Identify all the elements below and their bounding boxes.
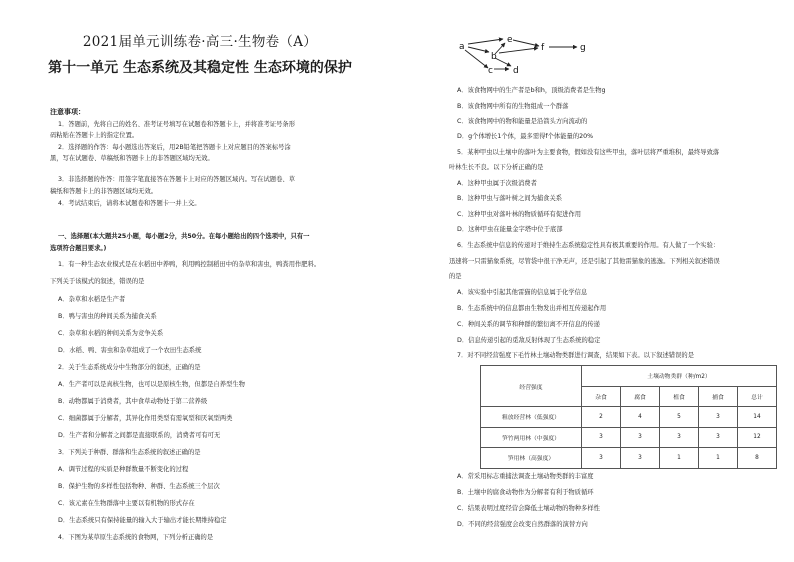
notice-line: 4．考试结束后，请将本试题卷和答题卡一并上交。 — [58, 200, 201, 207]
option-text: B．鸭与害虫的种间关系为捕食关系 — [58, 313, 157, 320]
node-g: g — [580, 43, 586, 53]
option-text: C．杂草和水稻的种间关系为竞争关系 — [58, 330, 164, 337]
table-cell: 5 — [660, 407, 699, 428]
notice-heading: 注意事项： — [50, 107, 85, 116]
question-text: 叶林生长不良。以下分析正确的是 — [449, 164, 544, 171]
table-group-header: 土壤动物类群（种/m2） — [582, 366, 777, 387]
survey-table — [480, 365, 777, 469]
table-cell: 1 — [660, 448, 699, 469]
unit-title: 第十一单元 生态系统及其稳定性 生态环境的保护 — [48, 60, 352, 76]
option-text: C．这种甲虫对落叶林的物质循环有促进作用 — [457, 211, 582, 218]
option-text: C．该元素在生物群落中主要以有机物的形式存在 — [58, 500, 195, 507]
section-heading-cont: 选项符合题目要求。) — [50, 245, 107, 252]
question-text: 2．关于生态系统成分中生物部分的叙述，正确的是 — [58, 364, 201, 371]
option-text: B．土壤中的腐食动物作为分解者有利于物质循环 — [457, 489, 594, 496]
notice-line: 2．选择题的作答：每小题选出答案后，用2B铅笔把答题卡上对应题目的答案标号涂 — [58, 144, 291, 151]
option-text: C．种间关系的调节和种群的繁衍离不开信息的传递 — [457, 321, 600, 328]
table-cell: 3 — [621, 427, 660, 448]
option-text: D．生产者和分解者之间都是直接联系的，消费者可有可无 — [58, 432, 221, 439]
table-cell: 2 — [582, 407, 621, 428]
question-text: 6．生态系统中信息的传递对于维持生态系统稳定性具有极其重要的作用。有人做了一个实验： — [457, 242, 720, 249]
row-label: 粗放经营林（低强度） — [481, 407, 582, 428]
option-text: A．杂草和水稻是生产者 — [58, 296, 126, 303]
node-a: a — [459, 42, 465, 52]
option-text: C．结果表明过度经营会降低土壤动物的物种多样性 — [457, 505, 600, 512]
table-cell: 4 — [621, 407, 660, 428]
option-text: A．该实验中引起其他雷猫的信息属于化学信息 — [457, 289, 588, 296]
notice-line: 黑，写在试题卷、草稿纸和答题卡上的非答题区域均无效。 — [50, 155, 214, 162]
option-text: A．生产者可以是真核生物，也可以是原核生物，但都是自养型生物 — [58, 381, 245, 388]
table-col-header: 植食 — [660, 386, 699, 407]
option-text: B．动物都属于消费者，其中食草动物处于第二营养级 — [58, 398, 208, 405]
table-cell: 3 — [699, 407, 738, 428]
table-col-header: 腐食 — [621, 386, 660, 407]
table-row — [481, 448, 777, 469]
question-text: 5．某种甲虫以土壤中的落叶为主要食物，假如没有这些甲虫，落叶层将严重堆积，最终导致落 — [457, 149, 720, 156]
option-text: D．这种甲虫在能量金字塔中位于底部 — [457, 226, 563, 233]
table-cell: 3 — [582, 448, 621, 469]
table-row — [481, 407, 777, 428]
notice-line: 3．非选择题的作答：用签字笔直接答在答题卡上对应的答题区域内。写在试题卷、草 — [58, 176, 295, 183]
option-text: D．g个体增长1个体，最多需得f个体能量的20% — [457, 133, 594, 140]
row-label: 笋用林（高强度） — [481, 448, 582, 469]
option-text: B．这种甲虫与落叶树之间为捕食关系 — [457, 195, 563, 202]
option-text: A．调节过程的实质是种群数量不断变化的过程 — [58, 466, 189, 473]
table-cell: 14 — [738, 407, 777, 428]
option-text: B．生态系统中的信息都由生物发出并相互传递起作用 — [457, 305, 607, 312]
option-text: A．常采用标志重捕法调查土壤动物类群的丰富度 — [457, 473, 594, 480]
table-cell: 3 — [582, 427, 621, 448]
question-text: 迅速将一只雷猫象系统，尽管袋中很干净无声，还是引起了其他雷猫象的逃逸。下列相关叙述错误 — [449, 258, 720, 265]
section-heading: 一、选择题(本大题共25小题，每小题2分，共50分。在每小题给出的四个选项中，只有一 — [58, 233, 310, 240]
node-b: b — [491, 52, 497, 62]
question-text: 4．下图为某草原生态系统的食物网，下列分析正确的是 — [58, 534, 214, 541]
option-text: D．不同的经营强度会改变自然群落的演替方向 — [457, 521, 588, 528]
table-row — [481, 427, 777, 448]
node-c: c — [488, 66, 493, 76]
question-text: 3．下列关于种群、群落和生态系统的叙述正确的是 — [58, 449, 201, 456]
option-text: A．该食物网中的生产者是b和h，顶级消费者是生物g — [457, 87, 606, 94]
option-text: D．水稻、鸭、害虫和杂草组成了一个农田生态系统 — [58, 347, 202, 354]
question-text: 下列关于该模式的叙述，错误的是 — [50, 278, 145, 285]
node-d: d — [513, 66, 519, 76]
table-cell: 12 — [738, 427, 777, 448]
table-cell: 3 — [660, 427, 699, 448]
page-title: 2021届单元训练卷·高三·生物卷（A） — [82, 34, 318, 50]
question-text: 7．对不同经营强度下毛竹林土壤动物类群进行调查，结果如下表。以下叙述错误的是 — [457, 352, 694, 359]
option-text: B．该食物网中所有的生物组成一个群落 — [457, 103, 569, 110]
table-cell: 3 — [621, 448, 660, 469]
table-cell: 3 — [699, 427, 738, 448]
table-col-header: 杂食 — [582, 386, 621, 407]
option-text: C．细菌都属于分解者，其异化作用类型有需氧型和厌氧型两类 — [58, 415, 233, 422]
notice-line: 码粘贴在答题卡上的指定位置。 — [50, 132, 139, 139]
question-text: 的是 — [449, 273, 462, 280]
option-text: D．信息传递引起的觅敌反射体现了生态系统的稳定 — [457, 337, 601, 344]
table-cell: 8 — [738, 448, 777, 469]
row-label: 笋竹两用林（中强度） — [481, 427, 582, 448]
table-col-header: 捕食 — [699, 386, 738, 407]
table-corner: 经营强度 — [481, 366, 582, 407]
food-web-diagram — [455, 30, 595, 78]
node-e: e — [507, 35, 513, 45]
option-text: B．保护生物的多样性包括物种、种群、生态系统三个层次 — [58, 483, 220, 490]
option-text: D．生态系统只有保持能量的输入大于输出才能长期维持稳定 — [58, 517, 227, 524]
table-cell: 1 — [699, 448, 738, 469]
notice-line: 稿纸和答题卡上的非答题区域均无效。 — [50, 188, 158, 195]
option-text: A．这种甲虫属于次级消费者 — [457, 180, 537, 187]
question-text: 1．有一种生态农业模式是在水稻田中养鸭，利用鸭控制稻田中的杂草和害虫，鸭粪用作肥料。 — [58, 261, 321, 268]
notice-line: 1．答题前，先将自己的姓名、准考证号填写在试题卷和答题卡上，并将准考证号条形 — [58, 121, 295, 128]
option-text: C．该食物网中的物和能量是沿箭头方向流动的 — [457, 118, 588, 125]
node-f: f — [541, 43, 545, 53]
table-col-header: 总计 — [738, 386, 777, 407]
